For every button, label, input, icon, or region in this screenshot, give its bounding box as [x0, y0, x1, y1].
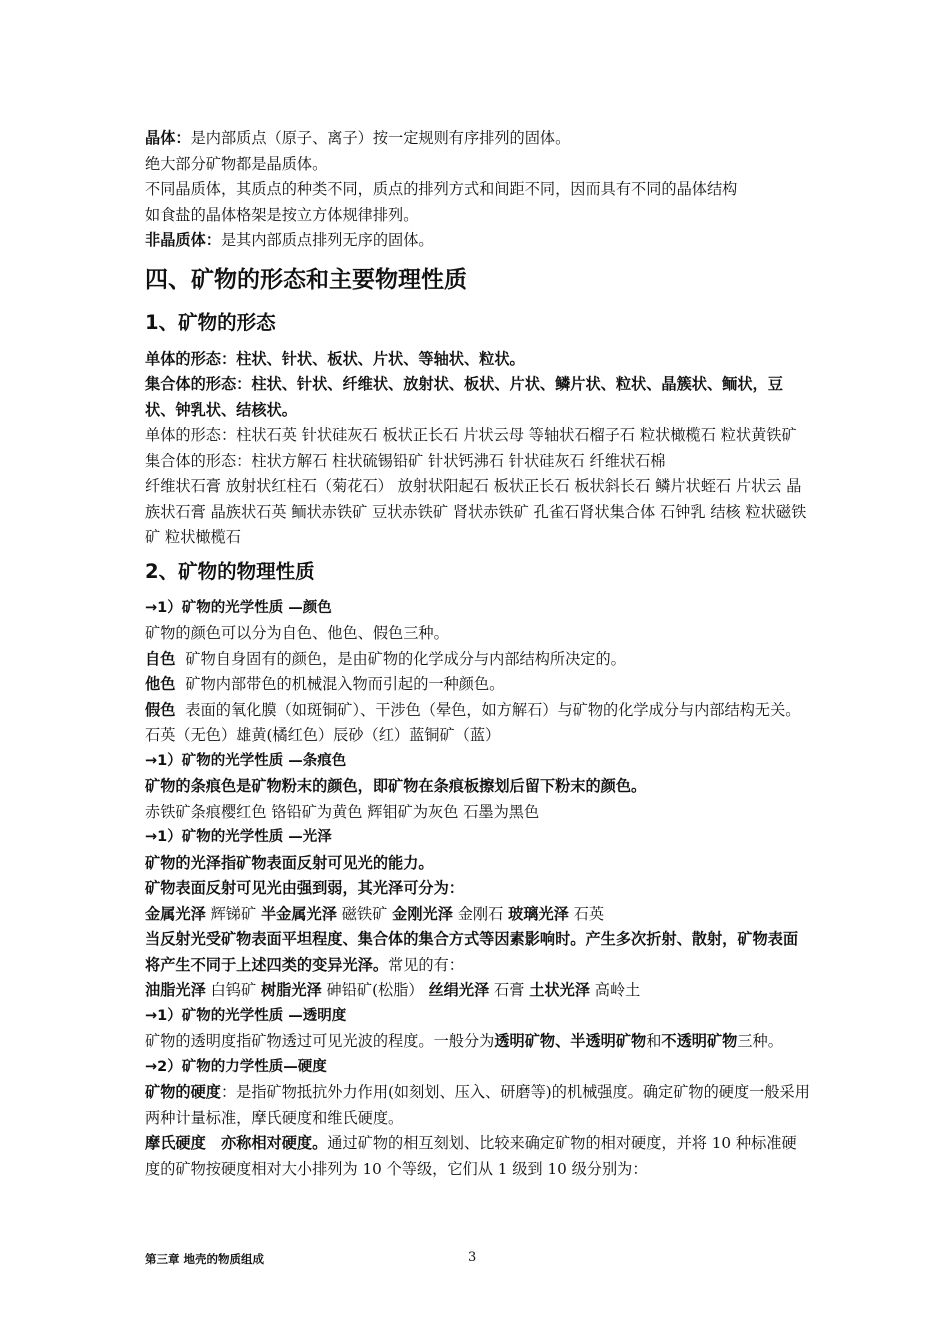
allochromatic-item: 他色 矿物内部带色的机械混入物而引起的一种颜色。 — [145, 675, 505, 693]
single-forms-bold: 单体的形态：柱状、针状、板状、片状、等轴状、粒状。 — [145, 349, 525, 368]
pseudochromatic-item: 假色 表面的氧化膜（如斑铜矿）、干涉色（晕色，如方解石）与矿物的化学成分与内部结构无关。 石英（无色）雄黄(橘红色）辰砂（红）蓝铜矿（蓝） — [145, 700, 801, 744]
variant-luster-classes: 油脂光泽 白钨矿 树脂光泽 砷铅矿(松脂） 丝绢光泽 石膏 土状光泽 高岭土 — [145, 981, 641, 999]
streak-examples: 赤铁矿条痕樱红色 铬铅矿为黄色 辉钼矿为灰色 石墨为黑色 — [145, 802, 540, 821]
idiochromatic-item: 自色 矿物自身固有的颜色，是由矿物的化学成分与内部结构所决定的。 — [145, 649, 626, 668]
salt-example-text: 如食盐的晶体格架是按立方体规律排列。 — [145, 205, 419, 224]
aggregate-forms-bold: 集合体的形态：柱状、针状、纤维状、放射状、板状、片状、鳞片状、粒状、晶簇状、鲕状，豆状、钟乳状、结核状。 — [145, 375, 783, 419]
morphology-heading: 1、矿物的形态 — [145, 310, 276, 334]
luster-definition: 矿物的光泽指矿物表面反射可见光的能力。 — [145, 853, 434, 872]
transparency-definition: 矿物的透明度指矿物透过可见光波的程度。一般分为透明矿物、半透明矿物和不透明矿物三种。 — [145, 1032, 783, 1050]
transparency-subheading: →1）矿物的光学性质 —透明度 — [145, 1007, 347, 1024]
streak-definition: 矿物的条痕色是矿物粉末的颜色，即矿物在条痕板擦划后留下粉末的颜色。 — [145, 777, 647, 795]
aggregate-forms-examples-more: 纤维状石膏 放射状红柱石（菊花石） 放射状阳起石 板状正长石 板状斜长石 鳞片状蛭石 片状云 晶族状石膏 晶族状石英 鲕状赤铁矿 豆状赤铁矿 肾状赤铁矿 孔雀石肾状集合体 石钟乳 结核 粒状磁铁矿 粒状橄榄石 — [145, 477, 807, 546]
page-number: 3 — [468, 1250, 477, 1265]
mohs-hardness-text: 摩氏硬度 亦称相对硬度。通过矿物的相互刻划、比较来确定矿物的相对硬度，并将 10 种标准硬度的矿物按硬度相对大小排列为 10 个等级，它们从 1 级到 10 级分别为： — [145, 1134, 797, 1178]
footer-chapter: 第三章 地壳的物质组成 — [145, 1252, 265, 1266]
luster-subheading: →1）矿物的光学性质 —光泽 — [145, 829, 332, 845]
streak-subheading: →1）矿物的光学性质 —条痕色 — [145, 752, 347, 769]
hardness-subheading: →2）矿物的力学性质—硬度 — [145, 1058, 327, 1075]
aggregate-forms-examples: 集合体的形态：柱状方解石 柱状硫锡铅矿 针状钙沸石 针状硅灰石 纤维状石棉 — [145, 451, 666, 470]
color-intro: 矿物的颜色可以分为自色、他色、假色三种。 — [145, 624, 449, 642]
amorphous-definition: 非晶质体：是其内部质点排列无序的固体。 — [145, 231, 434, 249]
page-content — [145, 126, 810, 1182]
crystal-structure-text: 不同晶质体，其质点的种类不同，质点的排列方式和间距不同，因而具有不同的晶体结构 — [145, 180, 738, 198]
color-subheading: →1）矿物的光学性质 —颜色 — [145, 599, 332, 616]
variant-luster-text: 当反射光受矿物表面平坦程度、集合体的集合方式等因素影响时。产生多次折射、散射，矿物表面将产生不同于上述四类的变异光泽。常见的有： — [145, 930, 799, 974]
luster-classes-intro: 矿物表面反射可见光由强到弱，其光泽可分为： — [145, 879, 464, 897]
luster-classes: 金属光泽 辉锑矿 半金属光泽 磁铁矿 金刚光泽 金刚石 玻璃光泽 石英 — [145, 904, 605, 923]
crystal-definition: 晶体：是内部质点（原子、离子）按一定规则有序排列的固体。 — [145, 129, 571, 147]
section-heading: 四、矿物的形态和主要物理性质 — [145, 266, 467, 293]
single-forms-examples: 单体的形态：柱状石英 针状硅灰石 板状正长石 片状云母 等轴状石榴子石 粒状橄榄石 粒状黄铁矿 — [145, 426, 797, 444]
crystal-note: 绝大部分矿物都是晶质体。 — [145, 154, 328, 173]
physical-properties-heading: 2、矿物的物理性质 — [145, 559, 315, 583]
hardness-definition: 矿物的硬度：是指矿物抵抗外力作用(如刻划、压入、研磨等)的机械强度。确定矿物的硬度一般采用两种计量标准，摩氏硬度和维氏硬度。 — [145, 1083, 810, 1127]
